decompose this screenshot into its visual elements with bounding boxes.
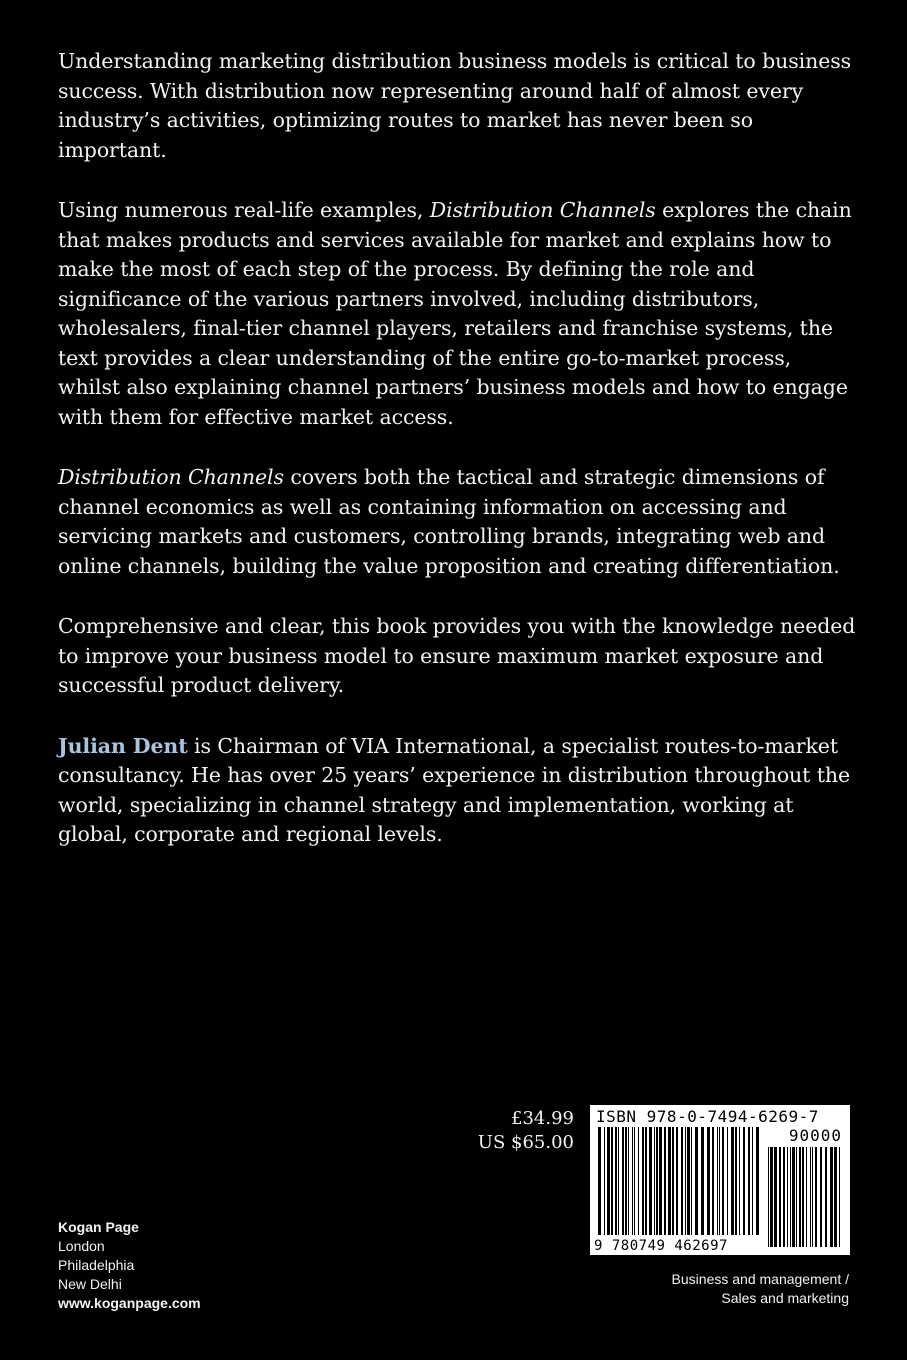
author-bio xyxy=(58,732,858,850)
barcode-bars-main xyxy=(598,1127,762,1235)
barcode-bar xyxy=(815,1147,817,1247)
barcode-bar xyxy=(770,1147,773,1247)
book-title-italic: Distribution Channels xyxy=(58,465,284,489)
barcode-bar xyxy=(796,1147,797,1247)
barcode-bar xyxy=(719,1127,720,1235)
barcode-bar xyxy=(825,1147,827,1247)
price-usd: US $65.00 xyxy=(477,1132,574,1153)
barcode-bar xyxy=(656,1127,658,1235)
barcode-bar xyxy=(615,1127,617,1235)
barcode-bars-addon xyxy=(768,1147,842,1247)
barcode-bar xyxy=(598,1127,601,1235)
barcode-bar xyxy=(668,1127,671,1235)
barcode-bar xyxy=(687,1127,690,1235)
blurb-paragraph-2 xyxy=(58,196,858,432)
barcode-bar xyxy=(717,1127,718,1235)
barcode-bar xyxy=(628,1127,629,1235)
barcode-bar xyxy=(695,1127,698,1235)
barcode-bar xyxy=(649,1127,652,1235)
barcode-bar xyxy=(676,1127,678,1235)
publisher-name: Kogan Page xyxy=(58,1219,139,1235)
category-line-2: Sales and marketing xyxy=(721,1290,849,1306)
barcode-bar xyxy=(802,1147,804,1247)
publisher-city: Philadelphia xyxy=(58,1257,135,1273)
publisher-city: London xyxy=(58,1238,105,1254)
barcode-bar xyxy=(756,1127,759,1235)
barcode-bar xyxy=(748,1127,750,1235)
barcode-bar xyxy=(722,1127,724,1235)
barcode-bar xyxy=(654,1127,655,1235)
barcode-bar xyxy=(812,1147,813,1247)
barcode-bar xyxy=(735,1127,737,1235)
subject-category xyxy=(672,1270,849,1308)
barcode-bar xyxy=(787,1147,788,1247)
blurb-p2-intro: Using numerous real-life examples, xyxy=(58,198,430,222)
barcode-bar xyxy=(731,1127,734,1235)
barcode-bar xyxy=(685,1127,686,1235)
barcode-bar xyxy=(820,1147,822,1247)
author-name: Julian Dent xyxy=(58,733,188,758)
book-title-italic: Distribution Channels xyxy=(429,198,656,222)
isbn-barcode xyxy=(590,1105,850,1255)
barcode-bar xyxy=(625,1127,627,1235)
barcode-bar xyxy=(642,1127,644,1235)
blurb-paragraph-4: Comprehensive and clear, this book provides you with the knowledge needed to improve your business model to ensure maximum market exposure and successful product delivery. xyxy=(58,614,856,697)
barcode-bar xyxy=(774,1147,777,1247)
barcode-bar xyxy=(607,1127,610,1235)
barcode-bar xyxy=(739,1127,740,1235)
barcode-addon-code: 90000 xyxy=(788,1126,842,1145)
price-gbp: £34.99 xyxy=(511,1108,574,1129)
ean-digits: 9 780749 462697 xyxy=(594,1238,728,1254)
isbn-label: ISBN 978-0-7494-6269-7 xyxy=(596,1107,819,1126)
blurb-paragraph-3 xyxy=(58,463,858,581)
barcode-bar xyxy=(779,1147,781,1247)
publisher-website: www.koganpage.com xyxy=(58,1295,201,1311)
barcode-bar xyxy=(830,1147,833,1247)
barcode-bar xyxy=(783,1147,785,1247)
publisher-city: New Delhi xyxy=(58,1276,122,1292)
barcode-bar xyxy=(839,1147,840,1247)
barcode-bar xyxy=(806,1147,807,1247)
barcode-bar xyxy=(792,1147,795,1247)
blurb-p3-rest: covers both the tactical and strategic dimensions of channel economics as well as containing information on accessing and servicing markets and customers, controlling brands, integrating web and online channels, building the value proposition and creating differentiation. xyxy=(58,465,840,578)
barcode-bar xyxy=(638,1127,639,1235)
barcode-bar xyxy=(634,1127,635,1235)
barcode-bar xyxy=(691,1127,692,1235)
barcode-bar xyxy=(743,1127,745,1235)
back-cover-blurb xyxy=(58,47,858,881)
barcode-bar xyxy=(611,1127,613,1235)
publisher-block xyxy=(58,1218,201,1313)
barcode-bar xyxy=(810,1147,811,1247)
barcode-bar xyxy=(712,1127,714,1235)
blurb-paragraph-1: Understanding marketing distribution business models is critical to business success. With distribution now representing around half of almost every industry’s activities, optimizing routes to market has never been so important. xyxy=(58,49,852,162)
barcode-bar xyxy=(622,1127,624,1235)
barcode-bar xyxy=(645,1127,647,1235)
barcode-bar xyxy=(752,1127,753,1235)
barcode-bar xyxy=(632,1127,633,1235)
barcode-bar xyxy=(664,1127,666,1235)
category-line-1: Business and management / xyxy=(671,1271,849,1287)
barcode-bar xyxy=(834,1147,837,1247)
barcode-bar xyxy=(604,1127,605,1235)
barcode-bar xyxy=(727,1127,728,1235)
barcode-bar xyxy=(768,1147,769,1247)
author-bio-text: is Chairman of VIA International, a specialist routes-to-market consultancy. He has over 25 years’ experience in distribution throughout the world, specializing in channel strategy and implementation, working at global, corporate and regional levels. xyxy=(58,733,850,846)
barcode-bar xyxy=(659,1127,662,1235)
blurb-p2-rest: explores the chain that makes products and services available for market and explains how to make the most of each step of the process. By defining the role and significance of the various partners involved, including distributors, wholesalers, final-tier channel players, retailers and franchise systems, the text provides a clear understanding of the entire go-to-market process, whilst also explaining channel partners’ business models and how to engage with them for effective market access. xyxy=(58,198,852,429)
barcode-bar xyxy=(701,1127,704,1235)
barcode-bar xyxy=(672,1127,674,1235)
price-block xyxy=(478,1107,574,1155)
barcode-bar xyxy=(707,1127,710,1235)
barcode-bar xyxy=(790,1147,791,1247)
barcode-bar xyxy=(618,1127,619,1235)
barcode-bar xyxy=(681,1127,683,1235)
barcode-bar xyxy=(799,1147,801,1247)
